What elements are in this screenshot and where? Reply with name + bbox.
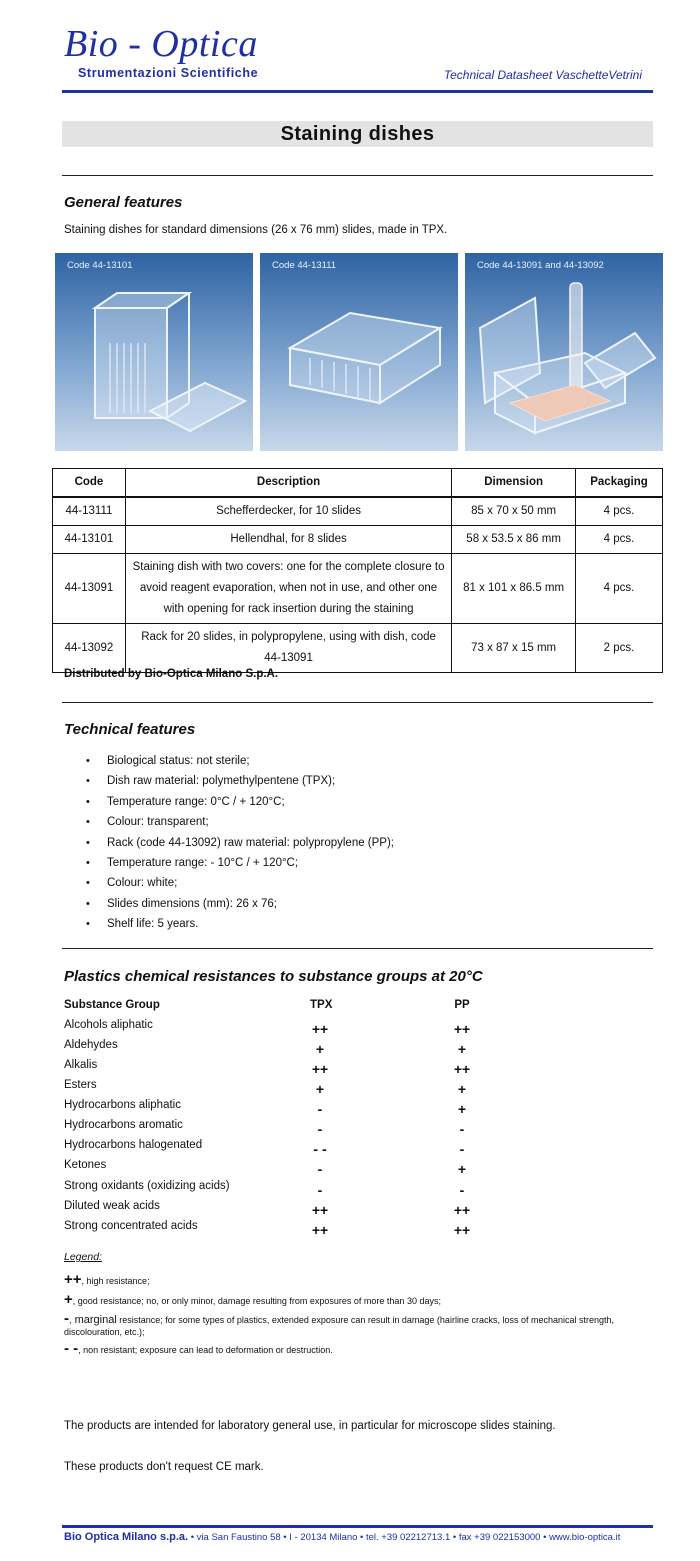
table-row [64, 1139, 584, 1159]
cell-description: Schefferdecker, for 10 slides [125, 497, 451, 526]
legend-symbol: + [64, 1291, 73, 1308]
legend-text: , high resistance; [81, 1276, 150, 1286]
substance-group: Hydrocarbons halogenated [64, 1139, 203, 1151]
cell-description: Rack for 20 slides, in polypropylene, using with dish, code 44-13091 [125, 624, 451, 673]
pp-rating: + [457, 1081, 467, 1097]
pp-rating: + [457, 1101, 467, 1117]
cell-dimension: 58 x 53.5 x 86 mm [452, 526, 576, 554]
list-item: • Biological status: not sterile; [64, 751, 394, 771]
table-row [53, 554, 663, 624]
list-item: • Temperature range: - 10°C / + 120°C; [64, 853, 394, 873]
cell-code: 44-13092 [53, 624, 126, 673]
general-features-heading: General features [64, 194, 183, 211]
table-row [53, 526, 663, 554]
legend-text: , non resistant; exposure can lead to deformation or destruction. [78, 1345, 333, 1355]
cell-packaging: 4 pcs. [576, 554, 663, 624]
pp-rating: + [457, 1041, 467, 1057]
cell-dimension: 81 x 101 x 86.5 mm [452, 554, 576, 624]
cell-description: Hellendhal, for 8 slides [125, 526, 451, 554]
photo-caption: Code 44-13101 [67, 260, 133, 271]
tpx-rating: + [315, 1041, 325, 1057]
general-intro: Staining dishes for standard dimensions (26 x 76 mm) slides, made in TPX. [64, 224, 448, 236]
list-item: • Rack (code 44-13092) raw material: polypropylene (PP); [64, 833, 394, 853]
col-header-dimension: Dimension [452, 469, 576, 498]
substance-group: Esters [64, 1079, 97, 1091]
technical-features-list [64, 751, 394, 935]
legend-item [64, 1271, 656, 1288]
substance-group: Diluted weak acids [64, 1200, 160, 1212]
footer-divider [62, 1525, 653, 1528]
resistance-heading: Plastics chemical resistances to substance groups at 20°C [64, 968, 483, 985]
document-type: Technical Datasheet VaschetteVetrini [443, 68, 642, 82]
dish-illustration [260, 253, 458, 451]
cell-dimension: 73 x 87 x 15 mm [452, 624, 576, 673]
table-row [53, 497, 663, 526]
table-row [64, 1099, 584, 1119]
ce-note: These products don't request CE mark. [64, 1461, 264, 1473]
resistance-header-row [64, 999, 584, 1019]
tpx-rating: - [317, 1121, 323, 1137]
tpx-rating: ++ [311, 1021, 329, 1037]
list-item: • Shelf life: 5 years. [64, 914, 394, 934]
pp-rating: - [459, 1182, 465, 1198]
substance-group: Strong concentrated acids [64, 1220, 198, 1232]
table-row [64, 1159, 584, 1179]
table-row [53, 624, 663, 673]
table-row [64, 1039, 584, 1059]
usage-note: The products are intended for laboratory general use, in particular for microscope slides staining. [64, 1420, 556, 1432]
distributor-note: Distributed by Bio-Optica Milano S.p.A. [64, 668, 279, 680]
substance-group: Ketones [64, 1159, 107, 1171]
col-header-code: Code [53, 469, 126, 498]
logo-subtitle: Strumentazioni Scientifiche [78, 66, 259, 80]
col-header-description: Description [125, 469, 451, 498]
footer-details: • via San Faustino 58 • I - 20134 Milano • tel. +39 02212713.1 • fax +39 022153000 • www.bio-optica.it [188, 1532, 621, 1543]
col-header-tpx: TPX [310, 999, 333, 1011]
pp-rating: + [457, 1161, 467, 1177]
table-header-row [53, 469, 663, 498]
dish-illustration [55, 253, 253, 451]
pp-rating: ++ [453, 1222, 471, 1238]
list-item: • Dish raw material: polymethylpentene (TPX); [64, 771, 394, 791]
pp-rating: ++ [453, 1021, 471, 1037]
list-item: • Slides dimensions (mm): 26 x 76; [64, 894, 394, 914]
table-row [64, 1180, 584, 1200]
substance-group: Strong oxidants (oxidizing acids) [64, 1180, 230, 1192]
col-header-packaging: Packaging [576, 469, 663, 498]
page-title: Staining dishes [62, 121, 653, 147]
cell-dimension: 85 x 70 x 50 mm [452, 497, 576, 526]
table-row [64, 1079, 584, 1099]
pp-rating: - [459, 1141, 465, 1157]
substance-group: Hydrocarbons aromatic [64, 1119, 183, 1131]
tpx-rating: ++ [311, 1061, 329, 1077]
tpx-rating: ++ [311, 1222, 329, 1238]
list-item: • Colour: transparent; [64, 812, 394, 832]
list-item: • Temperature range: 0°C / + 120°C; [64, 792, 394, 812]
legend-symbol: - [64, 1310, 69, 1327]
legend-text: resistance; for some types of plastics, extended exposure can result in damage (hairline cracks, loss of mechanical strength, discolouration, etc.); [64, 1315, 615, 1337]
cell-packaging: 4 pcs. [576, 497, 663, 526]
substance-group: Hydrocarbons aliphatic [64, 1099, 181, 1111]
pp-rating: - [459, 1121, 465, 1137]
header-divider [62, 90, 653, 93]
pp-rating: ++ [453, 1202, 471, 1218]
legend-title: Legend: [64, 1251, 102, 1263]
legend-item [64, 1291, 656, 1308]
legend-symbol: ++ [64, 1271, 82, 1288]
section-divider [62, 175, 653, 176]
legend-text: , good resistance; no, or only minor, damage resulting from exposures of more than 30 days; [72, 1296, 441, 1306]
list-item: • Colour: white; [64, 873, 394, 893]
substance-group: Alkalis [64, 1059, 98, 1071]
table-row [64, 1220, 584, 1240]
tpx-rating: - [317, 1101, 323, 1117]
photo-caption: Code 44-13111 [272, 260, 337, 271]
table-row [64, 1200, 584, 1220]
product-table [52, 468, 663, 673]
substance-group: Aldehydes [64, 1039, 118, 1051]
cell-code: 44-13101 [53, 526, 126, 554]
table-row [64, 1059, 584, 1079]
table-row [64, 1019, 584, 1039]
cell-packaging: 2 pcs. [576, 624, 663, 673]
pp-rating: ++ [453, 1061, 471, 1077]
product-photo-44-13091 [465, 253, 663, 451]
product-photo-44-13101 [55, 253, 253, 451]
tpx-rating: ++ [311, 1202, 329, 1218]
dish-rack-illustration [465, 253, 663, 451]
logo-title: Bio - Optica [64, 23, 258, 65]
technical-features-heading: Technical features [64, 721, 196, 738]
cell-description: Staining dish with two covers: one for the complete closure to avoid reagent evaporation, when not in use, and other one with opening for rack insertion during the staining [125, 554, 451, 624]
tpx-rating: - [317, 1182, 323, 1198]
footer [64, 1531, 620, 1543]
legend-item: -, marginal resistance; for some types of plastics, extended exposure can result in damage (hairline cracks, loss of mechanical strength, discolouration, etc.); [64, 1310, 615, 1337]
footer-company: Bio Optica Milano s.p.a. [64, 1531, 189, 1543]
cell-code: 44-13091 [53, 554, 126, 624]
tpx-rating: - [317, 1161, 323, 1177]
legend-item [64, 1340, 656, 1357]
tpx-rating: - - [313, 1141, 327, 1157]
table-row [64, 1119, 584, 1139]
tpx-rating: + [315, 1081, 325, 1097]
cell-code: 44-13111 [53, 497, 126, 526]
col-header-pp: PP [454, 999, 470, 1011]
product-photo-44-13111 [260, 253, 458, 451]
section-divider [62, 948, 653, 949]
legend-word: marginal [71, 1314, 117, 1326]
section-divider [62, 702, 653, 703]
cell-packaging: 4 pcs. [576, 526, 663, 554]
photo-caption: Code 44-13091 and 44-13092 [477, 260, 604, 271]
col-header-substance-group: Substance Group [64, 999, 160, 1011]
legend-symbol: - - [64, 1340, 79, 1357]
substance-group: Alcohols aliphatic [64, 1019, 153, 1031]
